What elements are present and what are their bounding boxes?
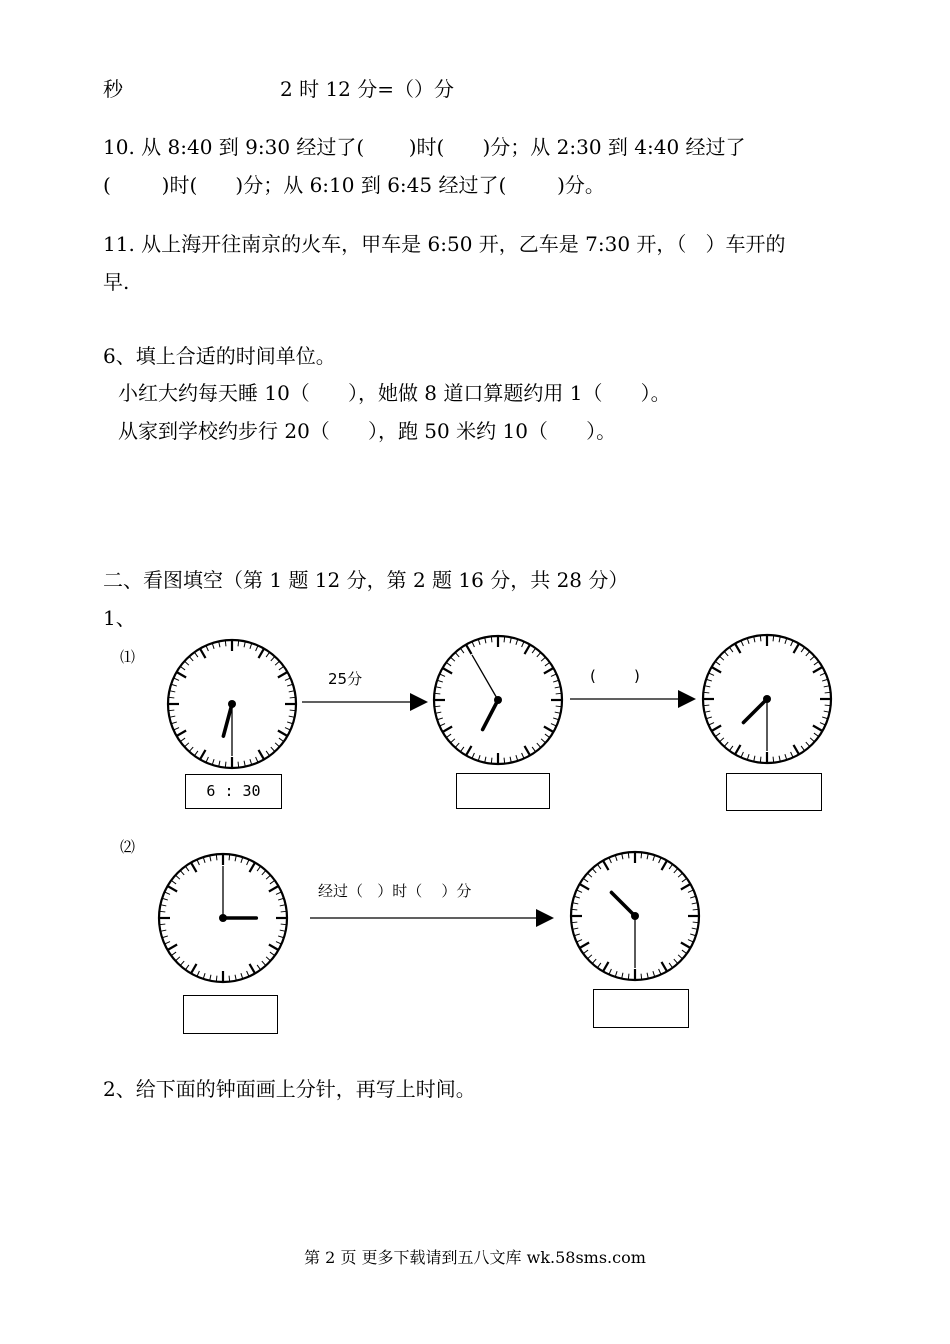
minute-tick: [641, 974, 642, 980]
question-10-line-2: ( )时( )分；从 6:10 到 6:45 经过了( )分。: [103, 173, 605, 197]
arrow-3: [310, 908, 555, 928]
question-11-line-2: 早.: [103, 270, 130, 294]
minute-tick: [290, 710, 296, 711]
minute-tick: [628, 974, 629, 980]
minute-tick: [641, 852, 642, 858]
minute-tick: [225, 640, 226, 646]
minute-tick: [168, 697, 174, 698]
minute-tick: [773, 635, 774, 641]
minute-tick: [281, 924, 287, 925]
minute-tick: [703, 692, 709, 693]
minute-tick: [504, 636, 505, 642]
time-box-1-3[interactable]: [726, 773, 822, 811]
arrow-2: [570, 689, 696, 709]
minute-tick: [238, 762, 239, 768]
minute-tick: [281, 911, 287, 912]
minute-tick: [238, 640, 239, 646]
minute-tick: [825, 692, 831, 693]
time-box-2-2[interactable]: [593, 989, 689, 1028]
line-hours-to-minutes: 2 时 12 分=（）分: [280, 77, 455, 101]
minute-tick: [491, 758, 492, 764]
minute-tick: [760, 635, 761, 641]
clock-1-1: [164, 636, 300, 772]
minute-tick: [229, 976, 230, 982]
minute-tick: [159, 924, 165, 925]
time-box-2-1[interactable]: [183, 995, 278, 1034]
question-6-item-1: 小红大约每天睡 10（ ），她做 8 道口算题约用 1（ ）。: [118, 381, 671, 405]
question-6-title: 6、填上合适的时间单位。: [103, 344, 336, 368]
figure-2-label: ⑵: [120, 838, 136, 856]
clock-center: [228, 700, 236, 708]
minute-tick: [628, 852, 629, 858]
clock-1-2: [430, 632, 566, 768]
minute-tick: [216, 976, 217, 982]
minute-tick: [504, 758, 505, 764]
minute-tick: [434, 706, 440, 707]
time-box-1-1: 6 : 30: [185, 774, 282, 809]
minute-tick: [703, 705, 709, 706]
minute-tick: [693, 909, 699, 910]
clock-center: [763, 695, 771, 703]
arrow-1-label: 25分: [328, 670, 363, 688]
minute-tick: [825, 705, 831, 706]
minute-tick: [216, 854, 217, 860]
clock-center: [219, 914, 227, 922]
minute-tick: [556, 693, 562, 694]
time-box-1-2[interactable]: [456, 773, 550, 809]
question-11-line-1: 11. 从上海开往南京的火车，甲车是 6:50 开，乙车是 7:30 开，（ ）车开的: [103, 232, 786, 256]
arrow-3-label: 经过（ ）时（ ）分: [318, 882, 472, 900]
clock-2-2: [567, 848, 703, 984]
arrow-1: [302, 692, 428, 712]
minute-tick: [434, 693, 440, 694]
minute-tick: [491, 636, 492, 642]
section-2-heading: 二、看图填空（第 1 题 12 分，第 2 题 16 分，共 28 分）: [103, 568, 629, 592]
minute-tick: [229, 854, 230, 860]
clock-2-1: [155, 850, 291, 986]
question-2-prompt: 2、给下面的钟面画上分针，再写上时间。: [103, 1077, 476, 1101]
minute-tick: [168, 710, 174, 711]
question-10-line-1: 10. 从 8:40 到 9:30 经过了( )时( )分；从 2:30 到 4:40 经过了: [103, 135, 746, 159]
minute-tick: [760, 757, 761, 763]
clock-1-3: [699, 631, 835, 767]
minute-tick: [571, 922, 577, 923]
minute-tick: [225, 762, 226, 768]
arrow-2-label: ( ): [590, 667, 640, 685]
minute-tick: [290, 697, 296, 698]
clock-center: [494, 696, 502, 704]
minute-tick: [693, 922, 699, 923]
minute-tick: [571, 909, 577, 910]
line-seconds: 秒: [103, 77, 123, 101]
question-6-item-2: 从家到学校约步行 20（ ），跑 50 米约 10（ ）。: [118, 419, 617, 443]
page-footer: 第 2 页 更多下载请到五八文库 wk.58sms.com: [304, 1248, 646, 1267]
minute-tick: [773, 757, 774, 763]
minute-tick: [159, 911, 165, 912]
figure-1-label: ⑴: [120, 648, 136, 666]
minute-tick: [556, 706, 562, 707]
clock-center: [631, 912, 639, 920]
figure-question-1-label: 1、: [103, 606, 136, 630]
